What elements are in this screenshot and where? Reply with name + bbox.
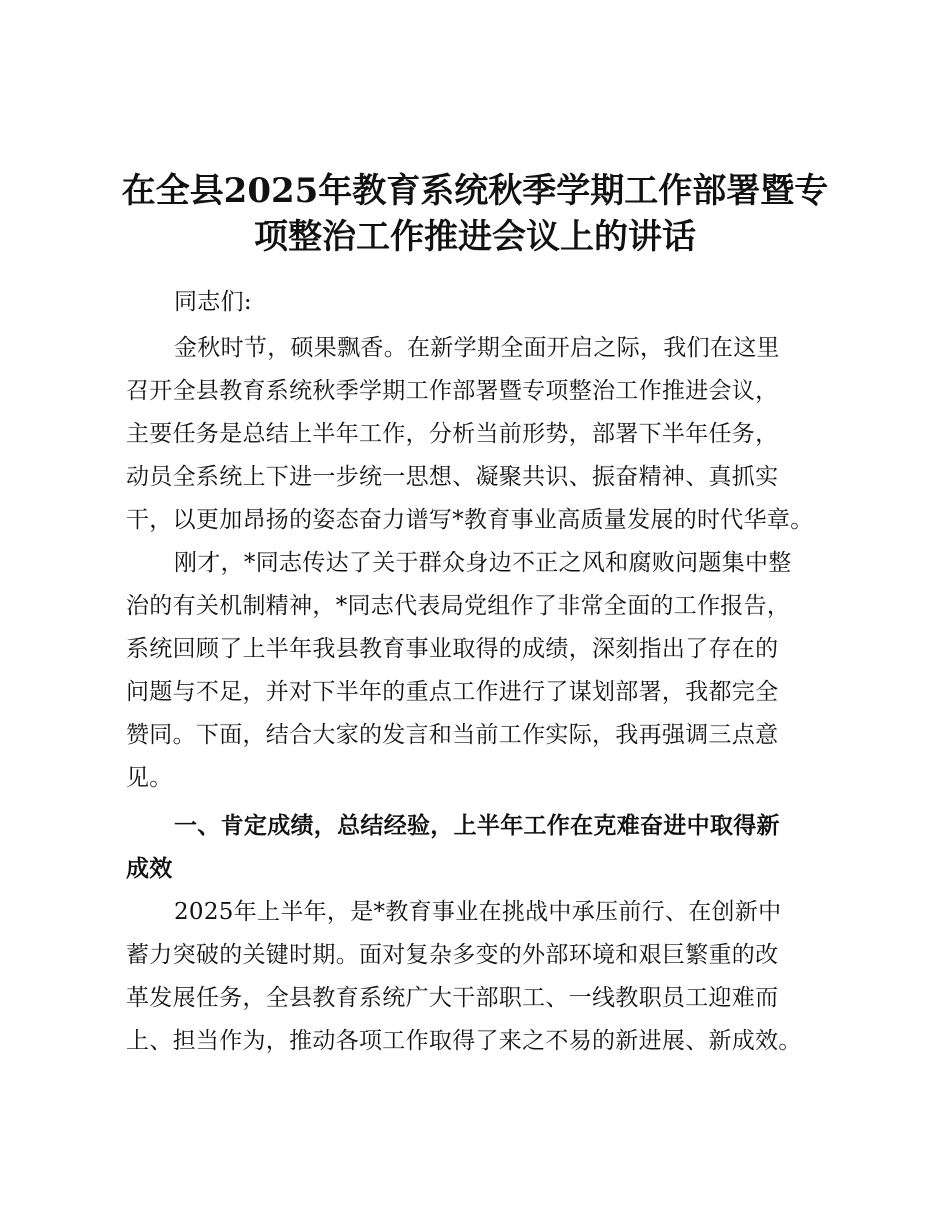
paragraph-2-line-2: 治的有关机制精神，*同志代表局党组作了非常全面的工作报告， bbox=[126, 593, 791, 619]
paragraph-2-line-4: 问题与不足，并对下半年的重点工作进行了谋划部署，我都完全 bbox=[126, 679, 779, 705]
paragraph-2-line-5: 赞同。下面，结合大家的发言和当前工作实际，我再强调三点意 bbox=[126, 722, 779, 748]
title-line-1: 在全县2025年教育系统秋季学期工作部署暨专 bbox=[121, 171, 829, 211]
section-1-heading-line-2: 成效 bbox=[126, 856, 173, 882]
paragraph-3-line-4: 上、担当作为，推动各项工作取得了来之不易的新进展、新成效。 bbox=[126, 1028, 802, 1054]
paragraph-2-line-3: 系统回顾了上半年我县教育事业取得的成绩，深刻指出了存在的 bbox=[126, 636, 779, 662]
salutation: 同志们: bbox=[174, 289, 252, 315]
paragraph-1-line-1: 金秋时节，硕果飘香。在新学期全面开启之际，我们在这里 bbox=[174, 335, 780, 361]
paragraph-1-line-2: 召开全县教育系统秋季学期工作部署暨专项整治工作推进会议， bbox=[126, 378, 779, 404]
paragraph-2-line-6: 见。 bbox=[126, 765, 173, 791]
paragraph-1-line-5: 干，以更加昂扬的姿态奋力谱写*教育事业高质量发展的时代华章。 bbox=[126, 507, 814, 533]
section-1-heading-line-1: 一、肯定成绩，总结经验，上半年工作在克难奋进中取得新 bbox=[174, 813, 780, 839]
paragraph-3-line-1: 2025年上半年，是*教育事业在挑战中承压前行、在创新中 bbox=[174, 899, 782, 925]
title-line-2: 项整治工作推进会议上的讲话 bbox=[254, 217, 696, 257]
paragraph-3-line-3: 革发展任务，全县教育系统广大干部职工、一线教职员工迎难而 bbox=[126, 985, 779, 1011]
paragraph-1-line-3: 主要任务是总结上半年工作，分析当前形势，部署下半年任务， bbox=[126, 421, 779, 447]
paragraph-3-line-2: 蓄力突破的关键时期。面对复杂多变的外部环境和艰巨繁重的改 bbox=[126, 942, 779, 968]
paragraph-2-line-1: 刚才，*同志传达了关于群众身边不正之风和腐败问题集中整 bbox=[174, 550, 792, 576]
paragraph-1-line-4: 动员全系统上下进一步统一思想、凝聚共识、振奋精神、真抓实 bbox=[126, 464, 779, 490]
